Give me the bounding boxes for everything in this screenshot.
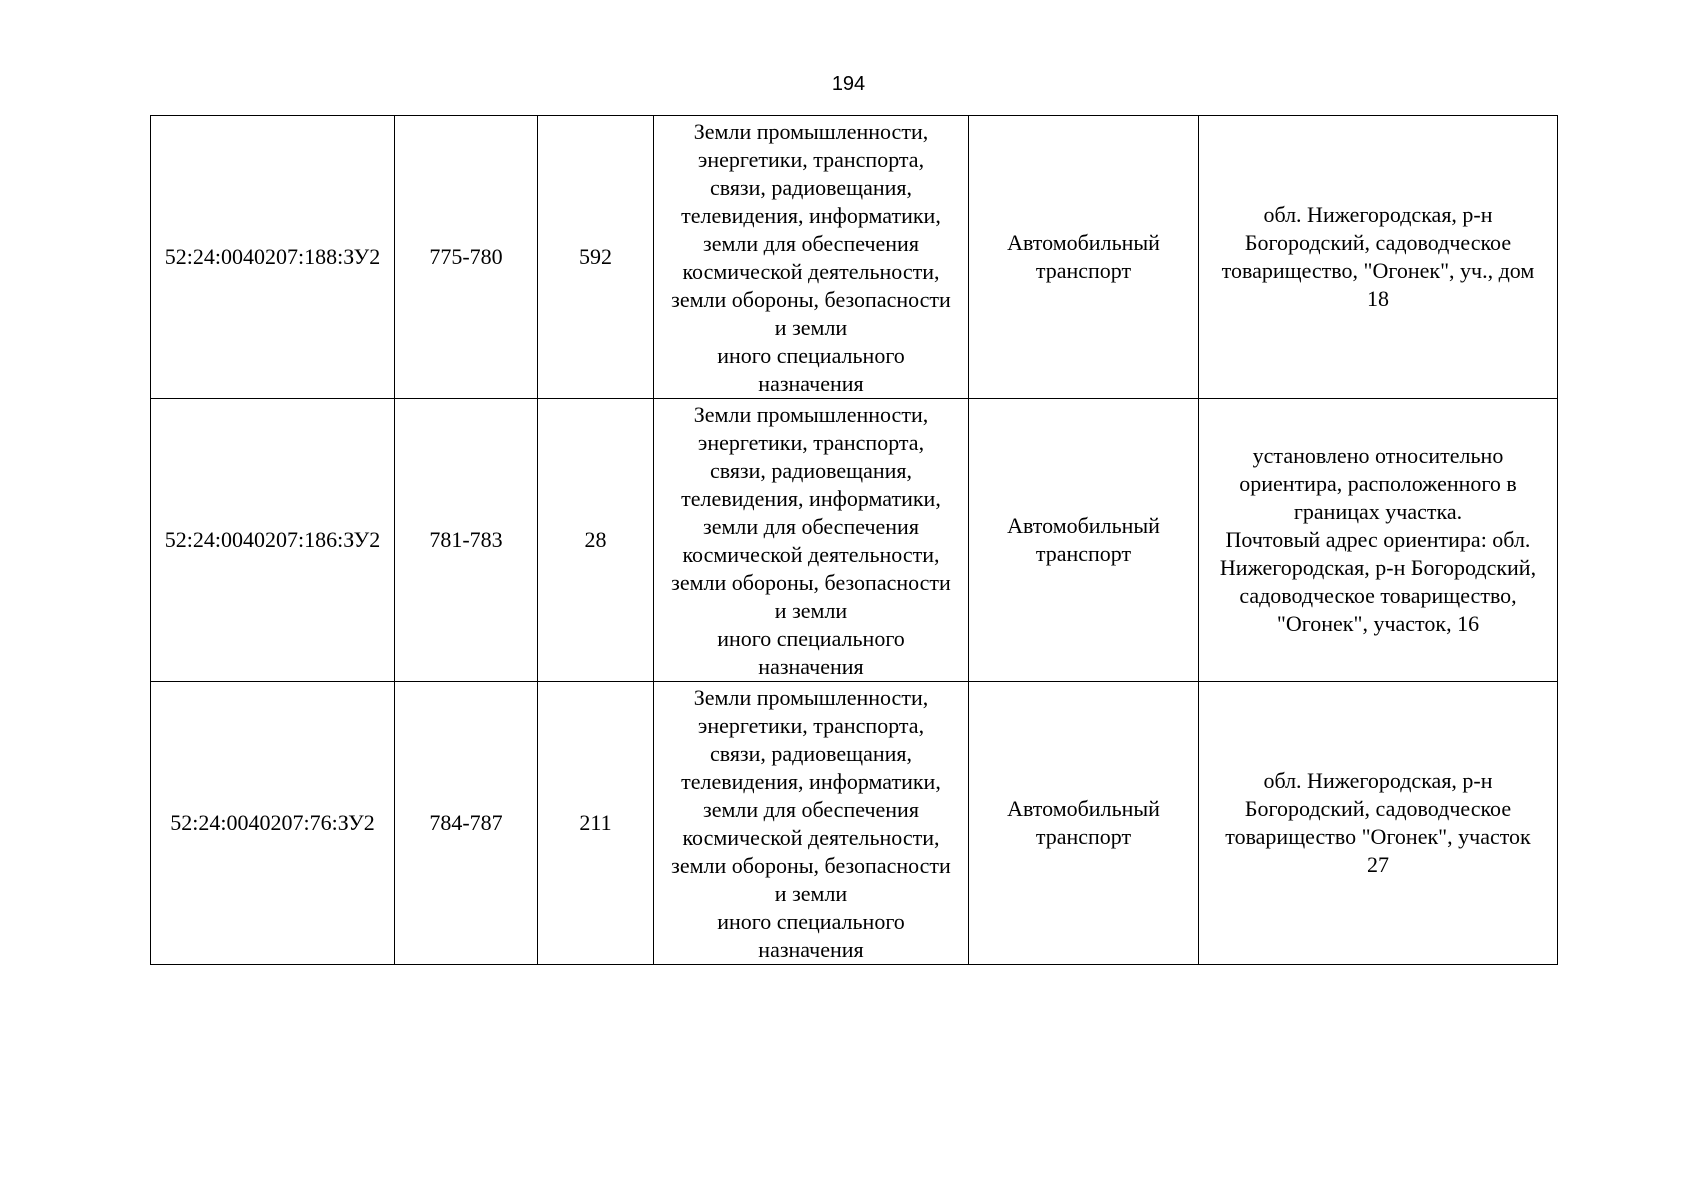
land-plot-table (150, 115, 1558, 965)
table-row (151, 399, 1558, 682)
area-cell: 28 (538, 399, 654, 682)
area-cell: 211 (538, 682, 654, 965)
area-cell: 592 (538, 116, 654, 399)
table-row (151, 116, 1558, 399)
land-category-cell: Земли промышленности, энергетики, транспорта, связи, радиовещания, телевидения, информатики, земли для обеспечения космической деятельности, земли обороны, безопасности и земли иного специального назначения (654, 399, 969, 682)
land-category-cell: Земли промышленности, энергетики, транспорта, связи, радиовещания, телевидения, информатики, земли для обеспечения космической деятельности, земли обороны, безопасности и земли иного специального назначения (654, 682, 969, 965)
permitted-use-cell: Автомобильный транспорт (969, 682, 1199, 965)
address-cell: обл. Нижегородская, р-н Богородский, садоводческое товарищество, "Огонек", уч., дом 18 (1199, 116, 1558, 399)
boundary-points-cell: 784-787 (395, 682, 538, 965)
land-category-cell: Земли промышленности, энергетики, транспорта, связи, радиовещания, телевидения, информатики, земли для обеспечения космической деятельности, земли обороны, безопасности и земли иного специального назначения (654, 116, 969, 399)
permitted-use-cell: Автомобильный транспорт (969, 399, 1199, 682)
permitted-use-cell: Автомобильный транспорт (969, 116, 1199, 399)
cadastral-number-cell: 52:24:0040207:186:ЗУ2 (151, 399, 395, 682)
table-row (151, 682, 1558, 965)
page-number: 194 (831, 73, 866, 95)
address-cell: установлено относительно ориентира, расположенного в границах участка. Почтовый адрес ориентира: обл. Нижегородская, р-н Богородский, садоводческое товарищество, "Огонек", участок, 16 (1199, 399, 1558, 682)
cadastral-number-cell: 52:24:0040207:188:ЗУ2 (151, 116, 395, 399)
cadastral-number-cell: 52:24:0040207:76:ЗУ2 (151, 682, 395, 965)
boundary-points-cell: 775-780 (395, 116, 538, 399)
address-cell: обл. Нижегородская, р-н Богородский, садоводческое товарищество "Огонек", участок 27 (1199, 682, 1558, 965)
boundary-points-cell: 781-783 (395, 399, 538, 682)
